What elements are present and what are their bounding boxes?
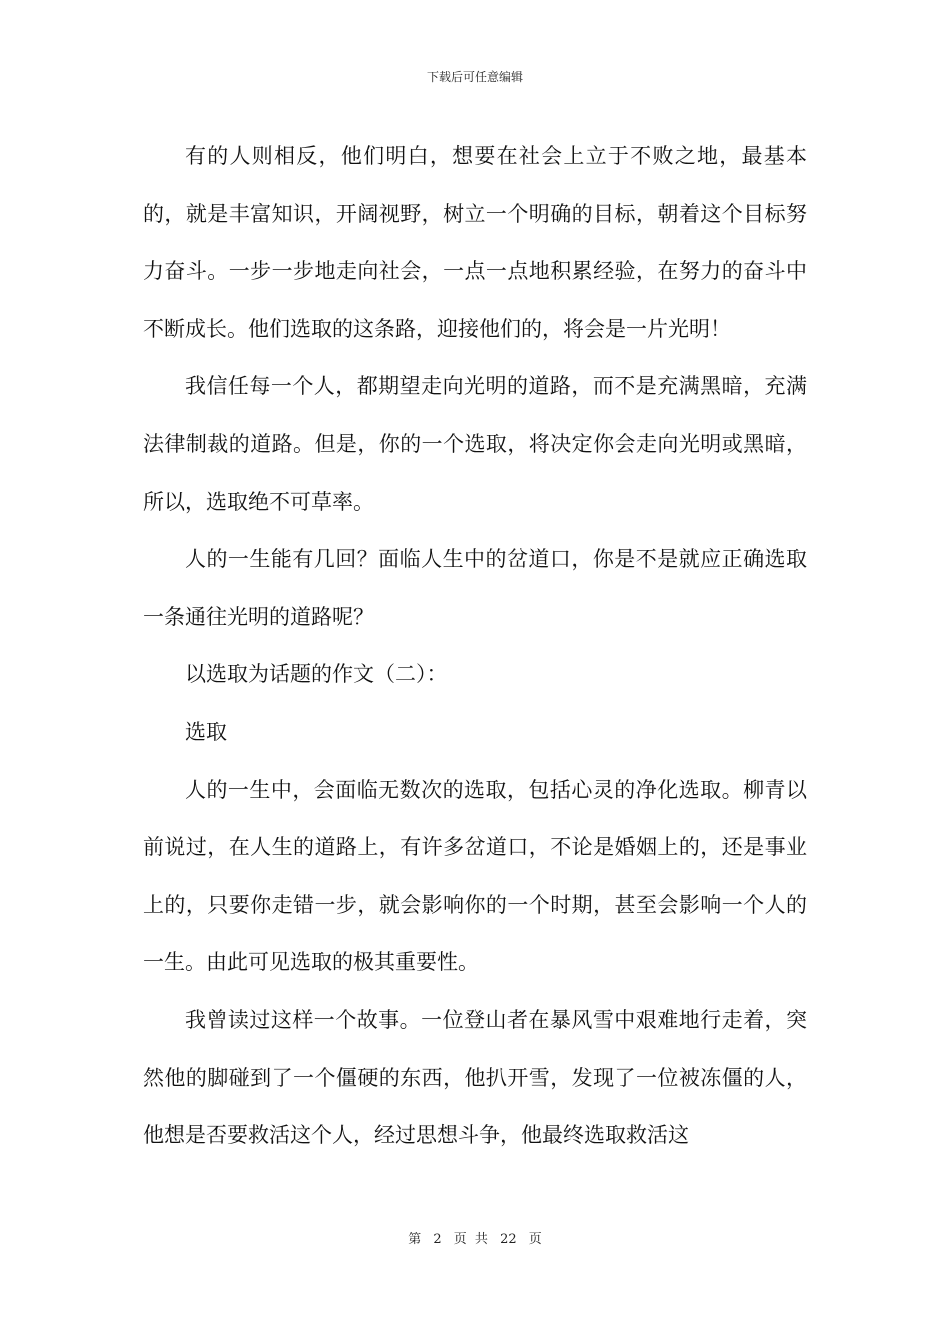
footer-suffix: 页 [528, 1232, 542, 1247]
essay-title: 选取 [185, 719, 227, 744]
footer-prefix: 第 [408, 1232, 422, 1247]
paragraph: 我曾读过这样一个故事。一位登山者在暴风雪中艰难地行走着，突然他的脚碰到了一个僵硬的东西，他扒开雪，发现了一位被冻僵的人，他想是否要救活这个人，经过思想斗争，他最终选取救活这 [143, 1007, 807, 1148]
page-total: 22 [500, 1232, 517, 1247]
page-header: 下载后可任意编辑 [426, 70, 523, 84]
paragraph: 我信任每一个人，都期望走向光明的道路，而不是充满黑暗，充满法律制裁的道路。但是，你的一个选取，将决定你会走向光明或黑暗，所以，选取绝不可草率。 [143, 374, 807, 514]
footer-middle: 页 共 [453, 1232, 488, 1247]
page-number: 2 [433, 1232, 442, 1247]
document-body [143, 128, 807, 1165]
section-heading: 以选取为话题的作文（二）： [185, 662, 448, 687]
paragraph: 有的人则相反，他们明白，想要在社会上立于不败之地，最基本的，就是丰富知识，开阔视野，树立一个明确的目标，朝着这个目标努力奋斗。一步一步地走向社会，一点一点地积累经验，在努力的奋斗中不断成长。他们选取的这条路，迎接他们的，将会是一片光明！ [143, 144, 807, 341]
paragraph: 人的一生能有几回？面临人生中的岔道口，你是不是就应正确选取一条通往光明的道路呢？ [143, 547, 807, 629]
page-footer [0, 1228, 950, 1247]
paragraph: 人的一生中，会面临无数次的选取，包括心灵的净化选取。柳青以前说过，在人生的道路上，有许多岔道口，不论是婚姻上的，还是事业上的，只要你走错一步，就会影响你的一个时期，甚至会影响一个人的一生。由此可见选取的极其重要性。 [143, 777, 807, 975]
